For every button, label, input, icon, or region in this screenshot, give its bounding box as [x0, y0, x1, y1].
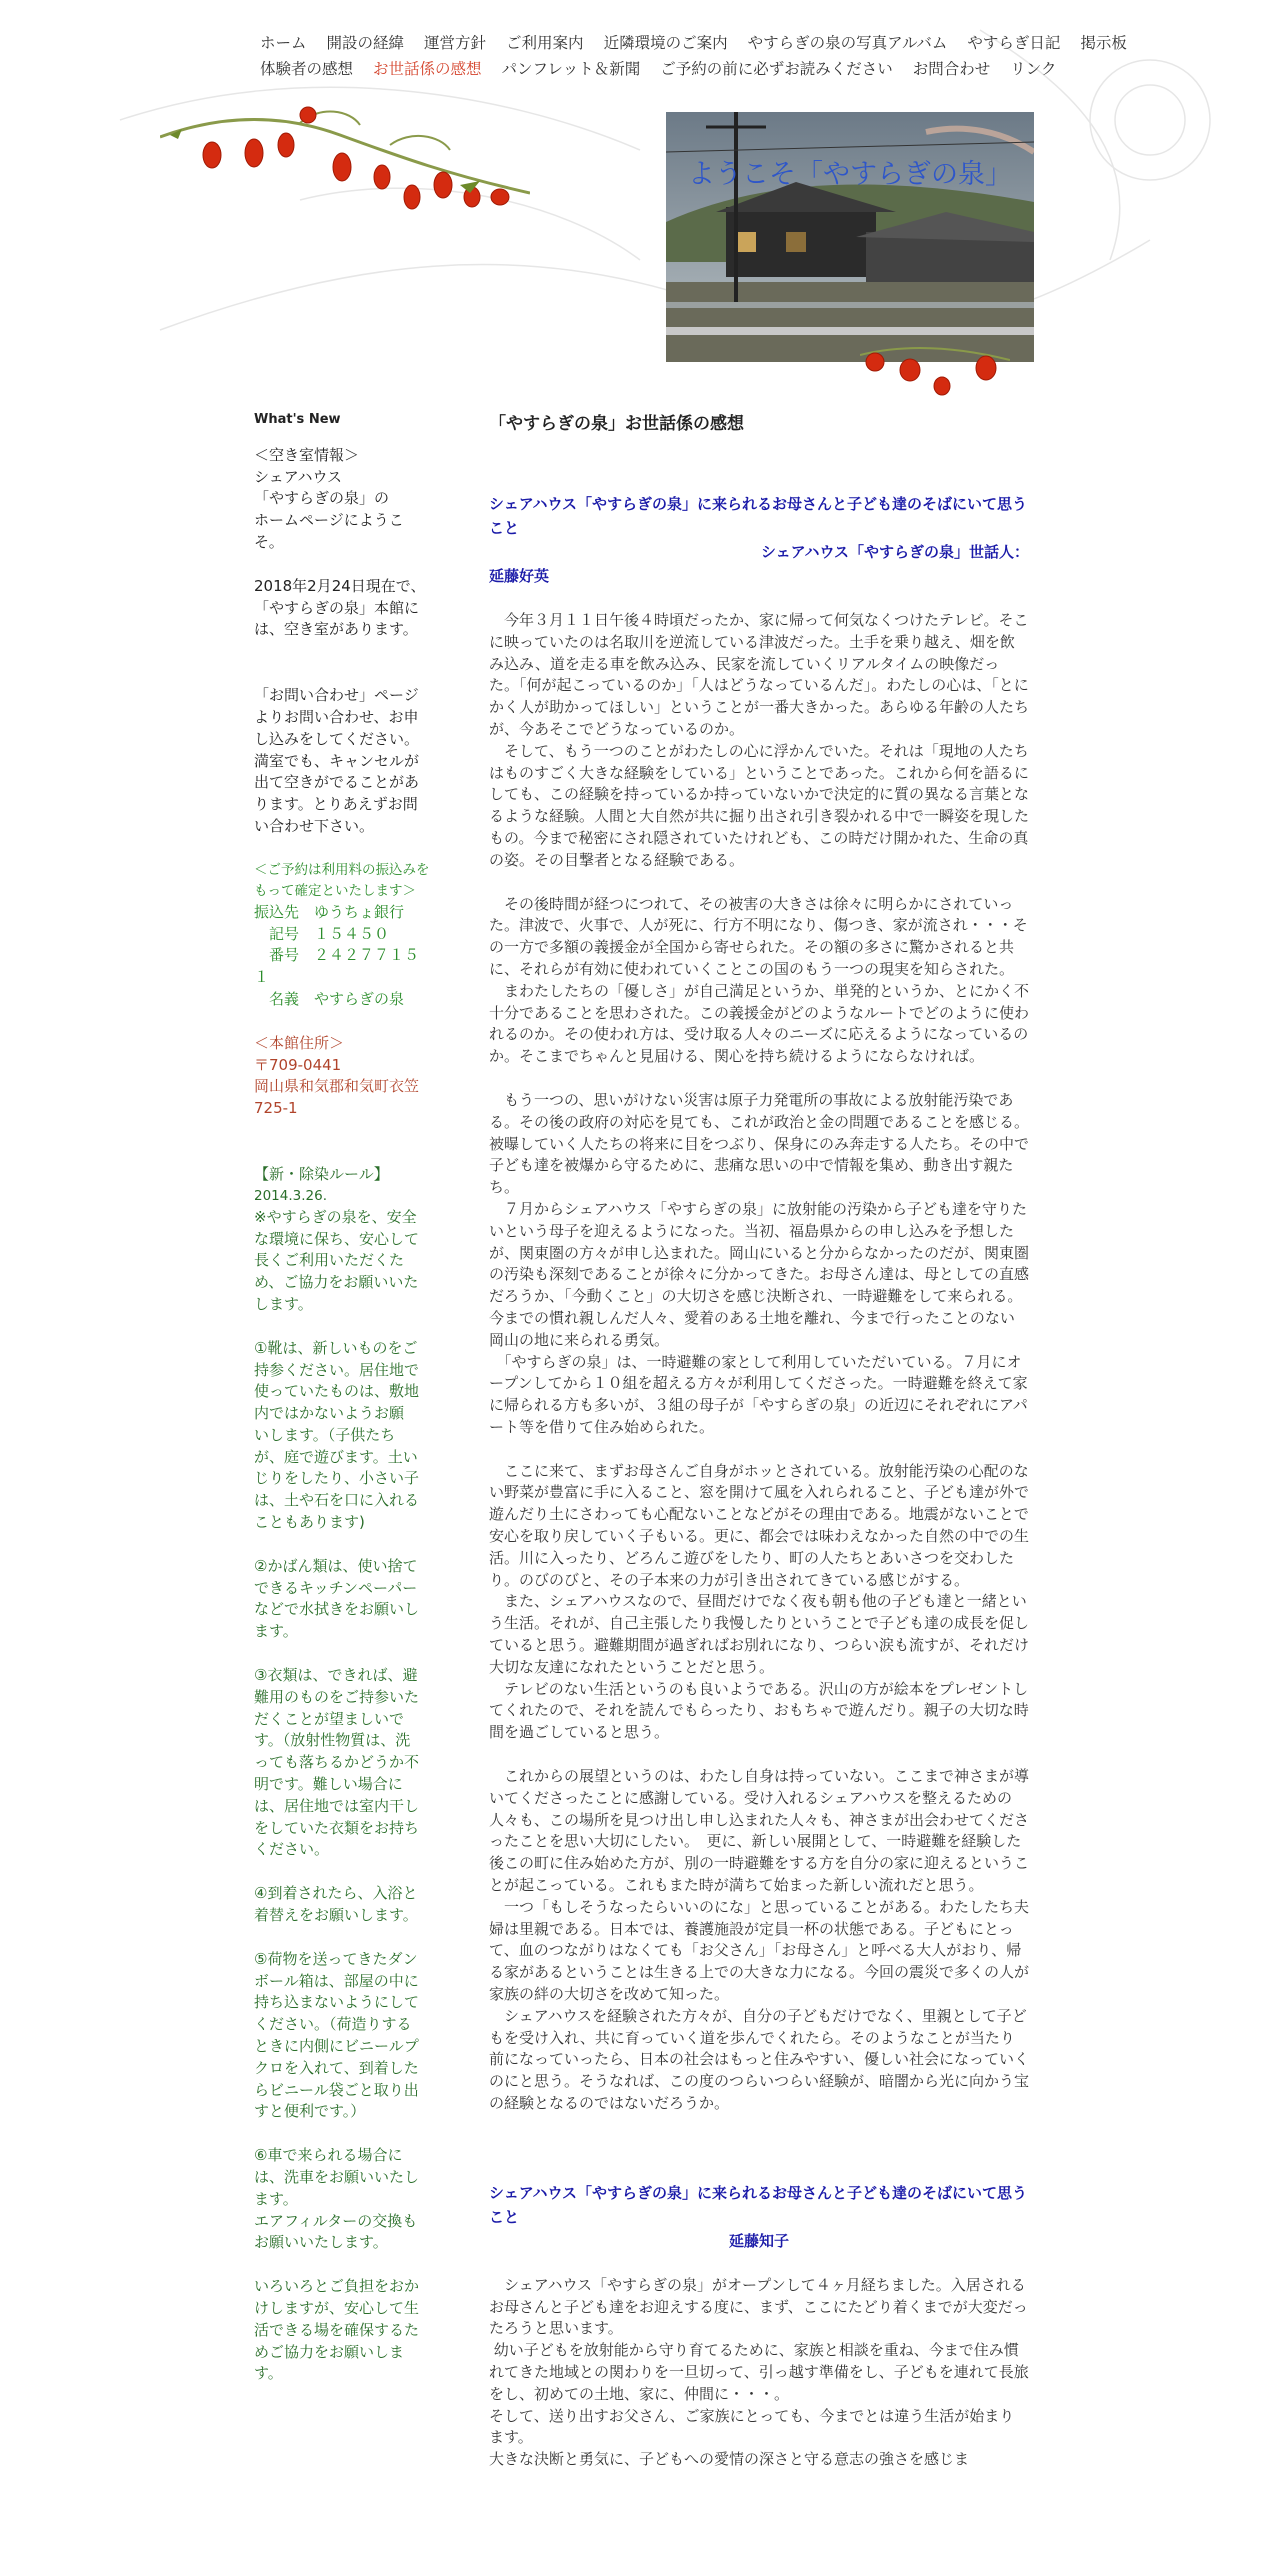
sidebar-text: っても落ちるかどうか不	[254, 1753, 420, 1772]
section-1-title: シェアハウス「やすらぎの泉」に来られるお母さんと子ども達のそばにいて思うこと	[489, 495, 1028, 537]
sidebar-text: お願いいたします。	[254, 2233, 388, 2252]
nav-link-diary[interactable]: やすらぎ日記	[967, 34, 1061, 52]
inquiry-note	[254, 685, 439, 838]
sidebar-text: 出て空きがでることがあ	[254, 773, 420, 792]
nav-link-testimonials[interactable]: 体験者の感想	[260, 60, 354, 78]
sidebar-text: ①靴は、新しいものをご	[254, 1338, 418, 1357]
rules-title: 【新・除染ルール】	[254, 1164, 389, 1183]
sidebar-text: 名義 やすらぎの泉	[254, 989, 405, 1008]
berry-branch-decoration	[160, 105, 530, 225]
section-1-paragraph: その後時間が経つにつれて、その被害の大きさは徐々に明らかにされていった。津波で、火事で、人が死に、行方不明になり、傷つき、家が流され・・・その一方で多額の義援金が全国から寄せられた。その額の多さに驚かされると共に、それらが有効に使われていくことこの国のもう一つの現実を知らされた。 まわたしたちの「優しさ」が自己満足というか、単発的というか、とにかく不十分であることを思わされた。この義援金がどのようなルートでどのように使われるのか。その使われ方は、受け取る人々のニーズに応えるようになっているのか。そこまでちゃんと見届ける、関心を持ち続けるようにならなければ。	[489, 894, 1030, 1066]
sidebar-text: をしていた衣類をお持ち	[254, 1818, 420, 1837]
section-1-paragraph: ここに来て、まずお母さんご自身がホッとされている。放射能汚染の心配のない野菜が豊富に手に入ること、窓を開けて風を入れられること、子ども達が外で遊んだり土にさわっても心配ないことなどがその理由である。地震がないことで安心を取り戻していく子もいる。更に、都会では味わえなかった自然の中での生活。川に入ったり、どろんこ遊びをしたり、町の人たちとあいさつを交わしたり。のびのびと、その子本来の力が引き出されてきている感じがする。 また、シェアハウスなので、昼間だけでなく夜も朝も他の子ども達と一緒という生活。それが、自己主張したり我慢したりということで子ども達の成長を促していると思う。避難期間が過ぎればお別れになり、つらい涙も流すが、それだけ大切な友達になれたということだと思う。 テレビのない生活というのも良いようである。沢山の方が絵本をプレゼントしてくれたので、それを読んでもらったり、おもちゃで遊んだり。親子の大切な時間を過ごしていると思う。	[489, 1461, 1030, 1742]
nav-link-before-booking[interactable]: ご予約の前に必ずお読みください	[660, 60, 893, 78]
sidebar-text: ＜ご予約は利用料の振込みを	[254, 861, 430, 878]
sidebar-text: 725-1	[254, 1099, 298, 1118]
nav-link-neighborhood[interactable]: 近隣環境のご案内	[603, 34, 728, 52]
sidebar-text: 使っていたものは、敷地	[254, 1382, 420, 1401]
sidebar-text: ます。	[254, 2189, 298, 2208]
vacancy-info	[254, 445, 439, 554]
sidebar-text: クロを入れて、到着した	[254, 2058, 419, 2077]
section-1-paragraph: 今年３月１１日午後４時頃だったか、家に帰って何気なくつけたテレビ。そこに映っていたのは名取川を逆流している津波だった。土手を乗り越え、畑を飲み込み、道を走る車を飲み込み、民家を流していくリアルタイムの映像だった。「何が起こっているのか」「人はどうなっているんだ」。わたしの心は、「とにかく人が助かってほしい」ということが一番大きかった。あらゆる年齢の人たちが、今あそこでどうなっているのか。 そして、もう一つのことがわたしの心に浮かんでいた。それは「現地の人たちはものすごく大きな経験をしている」ということであった。これから何を語るにしても、この経験を持っているか持っていないかで決定的に質の異なる言葉となるような経験。人間と大自然が共に掘り出され引き裂かれる中で一瞬姿を現したもの。今まで秘密にされ隠されていたけれども、この時だけ開かれた、生命の真の姿。その目撃者となる経験である。	[489, 611, 1030, 869]
sidebar-text: ボール箱は、部屋の中に	[254, 1971, 419, 1990]
sidebar-text: 振込先 ゆうちょ銀行	[254, 902, 405, 921]
sidebar-text: は、土や石を口に入れる	[254, 1491, 420, 1510]
sidebar-text: ホームページにようこ	[254, 511, 404, 530]
sidebar-text: などで水拭きをお願いし	[254, 1600, 420, 1619]
sidebar-text: エアフィルターの交換も	[254, 2211, 418, 2230]
sidebar-text: 2018年2月24日現在で、	[254, 576, 426, 595]
sidebar-text: けしますが、安心して生	[254, 2298, 420, 2317]
nav-link-guide[interactable]: ご利用案内	[506, 34, 584, 52]
sidebar-text: シェアハウス	[254, 467, 343, 486]
sidebar-text: じりをしたり、小さい子	[254, 1469, 420, 1488]
nav-link-pamphlet[interactable]: パンフレット＆新聞	[501, 60, 641, 78]
sidebar-text: ＜本館住所＞	[254, 1033, 345, 1052]
rules-date: 2014.3.26.	[254, 1187, 327, 1204]
sidebar-text: 着替えをお願いします。	[254, 1906, 418, 1925]
sidebar-text: いします。（子供たち	[254, 1425, 396, 1444]
sidebar-text: ください。	[254, 1840, 330, 1859]
sidebar-text: ります。とりあえずお問	[254, 795, 418, 814]
section-1-paragraph: もう一つの、思いがけない災害は原子力発電所の事故による放射能汚染である。その後の政府の対応を見ても、これが政治と金の問題であることを感じる。被曝していく人たちの将来に目をつぶり、保身にのみ奔走する人たち。その中で子ども達を被爆から守るために、悲痛な思いの中で情報を集め、動き出す親たち。 ７月からシェアハウス「やすらぎの泉」に放射能の汚染から子ども達を守りたいという母子を迎えるようになった。当初、福島県からの申し込みを予想したが、関東圏の方々が申し込まれた。岡山にいると分からなかったのだが、関東圏の汚染も深刻であることが徐々に分かってきた。お母さん達は、母としての直感だろうか、「今動くこと」の大切さを感じ決断され、一時避難をして来られる。今までの慣れ親しんだ人々、愛着のある土地を離れ、今まで行ったことのない岡山の地に来られる勇気。 「やすらぎの泉」は、一時避難の家として利用していただいている。７月にオープンしてから１０組を超える方々が利用してくださった。一時避難を終えて家に帰られる方も多いが、３組の母子が「やすらぎの泉」の近辺にそれぞれにアパート等を借りて住み始められた。	[489, 1090, 1030, 1436]
sidebar-text: ⑥車で来られる場合に	[254, 2146, 403, 2165]
address-info	[254, 1033, 439, 1120]
nav-link-links[interactable]: リンク	[1010, 60, 1057, 78]
sidebar-text: できるキッチンペーパー	[254, 1578, 418, 1597]
nav-link-history[interactable]: 開設の経緯	[326, 34, 405, 52]
sidebar-text: 〒709-0441	[254, 1055, 342, 1074]
sidebar-text: ④到着されたら、入浴と	[254, 1884, 418, 1903]
decontamination-rules	[254, 1164, 439, 2385]
sidebar-text: 「やすらぎの泉」の	[254, 489, 390, 508]
nav-link-caretaker-impressions[interactable]: お世話係の感想	[373, 60, 482, 78]
sidebar-text: ます。	[254, 1622, 298, 1641]
section-2-title: シェアハウス「やすらぎの泉」に来られるお母さんと子ども達のそばにいて思うこと	[489, 2183, 1028, 2226]
nav-link-photo-album[interactable]: やすらぎの泉の写真アルバム	[747, 34, 948, 52]
sidebar-text: 「お問い合わせ」ページ	[254, 686, 419, 705]
sidebar-text: 明です。難しい場合に	[254, 1775, 403, 1794]
sidebar-text: 持ち込まないようにして	[254, 1993, 420, 2012]
sidebar-text: すと便利です。）	[254, 2102, 366, 2121]
sidebar-text: 活できる場を確保するた	[254, 2320, 420, 2339]
main-navigation	[260, 30, 1180, 82]
nav-link-bbs[interactable]: 掲示板	[1080, 34, 1127, 52]
nav-link-home[interactable]: ホーム	[260, 34, 307, 52]
sidebar-text: 「やすらぎの泉」本館に	[254, 598, 420, 617]
sidebar-text: ②かばん類は、使い捨て	[254, 1556, 418, 1575]
sidebar-text: だくことが望ましいで	[254, 1709, 405, 1728]
sidebar-text: 長くご利用いただくた	[254, 1251, 405, 1270]
sidebar-text: ＜空き室情報＞	[254, 445, 360, 464]
section-2-author: 延藤知子	[728, 2231, 789, 2250]
sidebar-text: します。	[254, 1294, 313, 1313]
sidebar	[254, 409, 439, 2385]
sidebar-text: ください。（荷造りする	[254, 2015, 412, 2034]
sidebar-text: もって確定といたします＞	[254, 882, 416, 899]
site-welcome-title: ようこそ「やすらぎの泉」	[688, 159, 1012, 190]
sidebar-text: 満室でも、キャンセルが	[254, 751, 420, 770]
sidebar-text: ⑤荷物を送ってきたダン	[254, 1949, 418, 1968]
sidebar-text: ③衣類は、できれば、避	[254, 1666, 418, 1685]
section-1-author: 延藤好英	[489, 567, 550, 585]
reservation-note	[254, 860, 439, 902]
sidebar-text: めご協力をお願いしま	[254, 2342, 405, 2361]
sidebar-text: こともあります)	[254, 1513, 365, 1532]
sidebar-text: し込みをしてください。	[254, 729, 420, 748]
sidebar-text: よりお問い合わせ、お申	[254, 707, 419, 726]
sidebar-text: が、庭で遊びます。土い	[254, 1447, 418, 1466]
house-photo	[666, 112, 1034, 362]
nav-link-contact[interactable]: お問合わせ	[912, 60, 991, 78]
sidebar-text: は、洗車をお願いいたし	[254, 2168, 420, 2186]
berry-cluster-decoration	[860, 340, 1010, 400]
sidebar-text: 難用のものをご持参いた	[254, 1687, 420, 1706]
section-1-paragraph: これからの展望というのは、わたし自身は持っていない。ここまで神さまが導いてくださったことに感謝している。受け入れるシェアハウスを整えるための人々も、この場所を見つけ出し申し込まれた人々も、神さまが出会わせてくださったことを思い大切にしたい。 更に、新しい展開として、一時避難を経験した後この町に住み始めた方が、別の一時避難をする方を自分の家に迎えるということが起こっている。これもまた時が満ちて始まった新しい流れだと思う。 一つ「もしそうなったらいいのにな」と思っていることがある。わたしたち夫婦は里親である。日本では、養護施設が定員一杯の状態である。子どもにとって、血のつながりはなくても「お父さん」「お母さん」と呼べる大人がおり、帰る家があるということは生きる上での大きな力になる。今回の震災で多くの人が家族の絆の大切さを改めて知った。 シェアハウスを経験された方々が、自分の子どもだけでなく、里親として子どもを受け入れ、共に育っていく道を歩んでくれたら。そのようなことが当たり前になっていったら、日本の社会はもっと住みやすい、優しい社会になっていくのにと思う。そうなれば、この度のつらいつらい経験が、暗闇から光に向かう宝の経験となるのではないだろうか。	[489, 1767, 1030, 2112]
whats-new-heading: What's New	[254, 412, 341, 427]
sidebar-text: 岡山県和気郡和気町衣笠	[254, 1077, 420, 1096]
section-1-byline: シェアハウス「やすらぎの泉」世話人：	[760, 543, 1029, 561]
sidebar-text: １	[254, 968, 270, 987]
page-title: 「やすらぎの泉」お世話係の感想	[489, 414, 744, 434]
sidebar-text: そ。	[254, 532, 284, 551]
sidebar-text: ときに内側にビニールプ	[254, 2037, 419, 2056]
sidebar-text: す。	[254, 2364, 283, 2383]
sidebar-text: 番号 ２４２７７１５	[254, 946, 420, 965]
vacancy-date	[254, 576, 439, 641]
sidebar-text: 記号 １５４５０	[254, 924, 390, 943]
sidebar-text: らビニール袋ごと取り出	[254, 2080, 419, 2099]
sidebar-text: め、ご協力をお願いいた	[254, 1273, 419, 1292]
sidebar-text: 内ではかないようお願	[254, 1404, 405, 1423]
nav-link-policy[interactable]: 運営方針	[424, 34, 487, 52]
nav-row-1	[260, 30, 1180, 56]
bank-info	[254, 902, 439, 1011]
sidebar-text: 持参ください。居住地で	[254, 1360, 420, 1379]
sidebar-text: い合わせ下さい。	[254, 816, 375, 835]
sidebar-text: ※やすらぎの泉を、安全	[254, 1207, 417, 1226]
sidebar-text: は、空き室があります。	[254, 620, 418, 639]
sidebar-text: す。（放射性物質は、洗	[254, 1731, 411, 1750]
sidebar-text: は、居住地では室内干し	[254, 1796, 420, 1815]
sidebar-text: な環境に保ち、安心して	[254, 1229, 420, 1248]
sidebar-text: いろいろとご負担をおか	[254, 2277, 420, 2296]
nav-row-2	[260, 56, 1180, 82]
section-2-paragraph: シェアハウス「やすらぎの泉」がオープンして４ヶ月経ちました。入居されるお母さんと子ども達をお迎えする度に、まず、ここにたどり着くまでが大変だったろうと思います。 幼い子どもを放射能から守り育てるために、家族と相談を重ね、今まで住み慣れてきた地域との関わりを一旦切って、引っ越す準備をし、子どもを連れて長旅をし、初めての土地、家に、仲間に・・・。 そして、送り出すお父さん、ご家族にとっても、今までとは違う生活が始まります。 大きな決断と勇気に、子どもへの愛情の深さと守る意志の強さを感じま	[489, 2275, 1029, 2469]
main-content	[489, 409, 1029, 2471]
